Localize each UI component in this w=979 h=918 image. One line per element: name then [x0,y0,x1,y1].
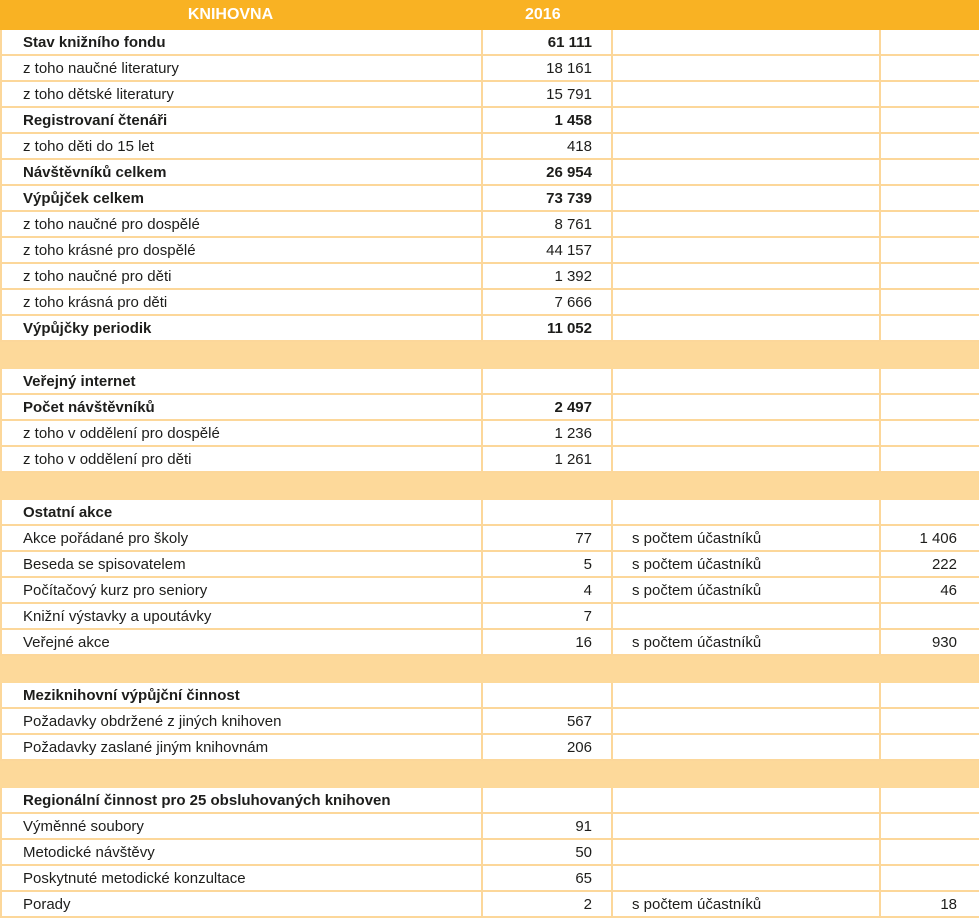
row-count [880,682,979,708]
table-row [1,865,979,891]
row-label: Meziknihovní výpůjční činnost [1,682,482,708]
row-label: Výměnné soubory [1,813,482,839]
row-label: Metodické návštěvy [1,839,482,865]
row-value: 418 [482,133,612,159]
row-note: s počtem účastníků [612,525,880,551]
row-value: 1 261 [482,446,612,472]
table-header [1,1,979,29]
header-year: 2016 [482,1,612,29]
row-value: 44 157 [482,237,612,263]
row-value: 7 666 [482,289,612,315]
row-value: 4 [482,577,612,603]
row-count [880,237,979,263]
row-count [880,420,979,446]
table-row [1,577,979,603]
row-count: 930 [880,629,979,655]
row-count [880,865,979,891]
section-separator [1,760,979,787]
row-note [612,133,880,159]
row-label: z toho naučné pro dospělé [1,211,482,237]
row-value: 73 739 [482,185,612,211]
row-label: Beseda se spisovatelem [1,551,482,577]
row-label: z toho krásná pro děti [1,289,482,315]
row-value [482,499,612,525]
row-value: 91 [482,813,612,839]
row-note [612,107,880,133]
row-value [482,787,612,813]
row-note: s počtem účastníků [612,629,880,655]
row-label: Ostatní akce [1,499,482,525]
row-value: 65 [482,865,612,891]
row-label: Registrovaní čtenáři [1,107,482,133]
table-row [1,185,979,211]
table-row [1,734,979,760]
row-value: 206 [482,734,612,760]
row-label: Počítačový kurz pro seniory [1,577,482,603]
row-value: 18 161 [482,55,612,81]
row-label: z toho naučné pro děti [1,263,482,289]
row-value: 2 497 [482,394,612,420]
table-row [1,315,979,341]
table-row [1,159,979,185]
row-label: z toho v oddělení pro děti [1,446,482,472]
row-count [880,734,979,760]
row-count [880,29,979,55]
row-note: s počtem účastníků [612,891,880,917]
table-row [1,446,979,472]
row-label: Knižní výstavky a upoutávky [1,603,482,629]
row-value: 16 [482,629,612,655]
header-library: KNIHOVNA [1,1,482,29]
row-count: 1 406 [880,525,979,551]
row-label: z toho naučné literatury [1,55,482,81]
row-note [612,185,880,211]
row-note [612,865,880,891]
section-separator [1,472,979,499]
row-label: z toho v oddělení pro dospělé [1,420,482,446]
row-note [612,55,880,81]
row-note [612,368,880,394]
table-row [1,394,979,420]
table-row [1,708,979,734]
row-note [612,315,880,341]
row-count [880,394,979,420]
row-value: 7 [482,603,612,629]
row-value: 1 236 [482,420,612,446]
row-note [612,81,880,107]
table-row [1,891,979,917]
header-empty-2 [880,1,979,29]
row-note [612,839,880,865]
row-note [612,734,880,760]
row-count [880,499,979,525]
row-note: s počtem účastníků [612,577,880,603]
row-count [880,708,979,734]
row-note [612,682,880,708]
row-count [880,839,979,865]
row-note [612,159,880,185]
table-row [1,263,979,289]
row-note [612,263,880,289]
row-label: Porady [1,891,482,917]
row-label: Regionální činnost pro 25 obsluhovaných knihoven [1,787,482,813]
table-row [1,839,979,865]
header-empty-1 [612,1,880,29]
row-label: z toho dětské literatury [1,81,482,107]
row-value: 567 [482,708,612,734]
table-row [1,289,979,315]
row-count: 222 [880,551,979,577]
row-label: Stav knižního fondu [1,29,482,55]
row-note [612,708,880,734]
table-row [1,29,979,55]
table-row [1,787,979,813]
row-note [612,420,880,446]
row-count [880,107,979,133]
separator-cell [1,655,979,682]
row-label: Počet návštěvníků [1,394,482,420]
row-count [880,603,979,629]
table-row [1,237,979,263]
row-count [880,185,979,211]
table-row [1,420,979,446]
row-count [880,446,979,472]
row-value: 8 761 [482,211,612,237]
row-note [612,394,880,420]
row-label: Veřejný internet [1,368,482,394]
row-note: s počtem účastníků [612,551,880,577]
table-row [1,368,979,394]
row-label: Výpůjček celkem [1,185,482,211]
row-label: z toho děti do 15 let [1,133,482,159]
section-separator [1,655,979,682]
row-count [880,289,979,315]
row-note [612,446,880,472]
row-note [612,603,880,629]
row-note [612,29,880,55]
table-row [1,55,979,81]
table-row [1,133,979,159]
section-separator [1,341,979,368]
table-row [1,551,979,577]
row-value: 5 [482,551,612,577]
row-value: 61 111 [482,29,612,55]
row-count [880,55,979,81]
row-value: 77 [482,525,612,551]
table-row [1,525,979,551]
row-note [612,289,880,315]
row-value [482,368,612,394]
table-row [1,81,979,107]
row-label: Požadavky zaslané jiným knihovnám [1,734,482,760]
separator-cell [1,760,979,787]
row-count [880,133,979,159]
row-value [482,682,612,708]
row-value: 50 [482,839,612,865]
row-count [880,81,979,107]
row-count [880,368,979,394]
row-note [612,499,880,525]
row-count [880,211,979,237]
separator-cell [1,472,979,499]
table-row [1,629,979,655]
row-label: Veřejné akce [1,629,482,655]
row-note [612,211,880,237]
row-note [612,237,880,263]
row-value: 1 458 [482,107,612,133]
table-row [1,211,979,237]
table-row [1,813,979,839]
table-row [1,682,979,708]
row-label: z toho krásné pro dospělé [1,237,482,263]
row-count: 18 [880,891,979,917]
row-value: 26 954 [482,159,612,185]
row-label: Akce pořádané pro školy [1,525,482,551]
row-count [880,315,979,341]
row-count [880,813,979,839]
row-value: 2 [482,891,612,917]
row-value: 15 791 [482,81,612,107]
row-note [612,813,880,839]
table-row [1,107,979,133]
separator-cell [1,341,979,368]
row-value: 1 392 [482,263,612,289]
row-count [880,159,979,185]
row-label: Požadavky obdržené z jiných knihoven [1,708,482,734]
row-label: Návštěvníků celkem [1,159,482,185]
row-label: Výpůjčky periodik [1,315,482,341]
table-row [1,499,979,525]
row-count [880,787,979,813]
row-label: Poskytnuté metodické konzultace [1,865,482,891]
row-value: 11 052 [482,315,612,341]
row-count: 46 [880,577,979,603]
table-row [1,603,979,629]
row-count [880,263,979,289]
row-note [612,787,880,813]
